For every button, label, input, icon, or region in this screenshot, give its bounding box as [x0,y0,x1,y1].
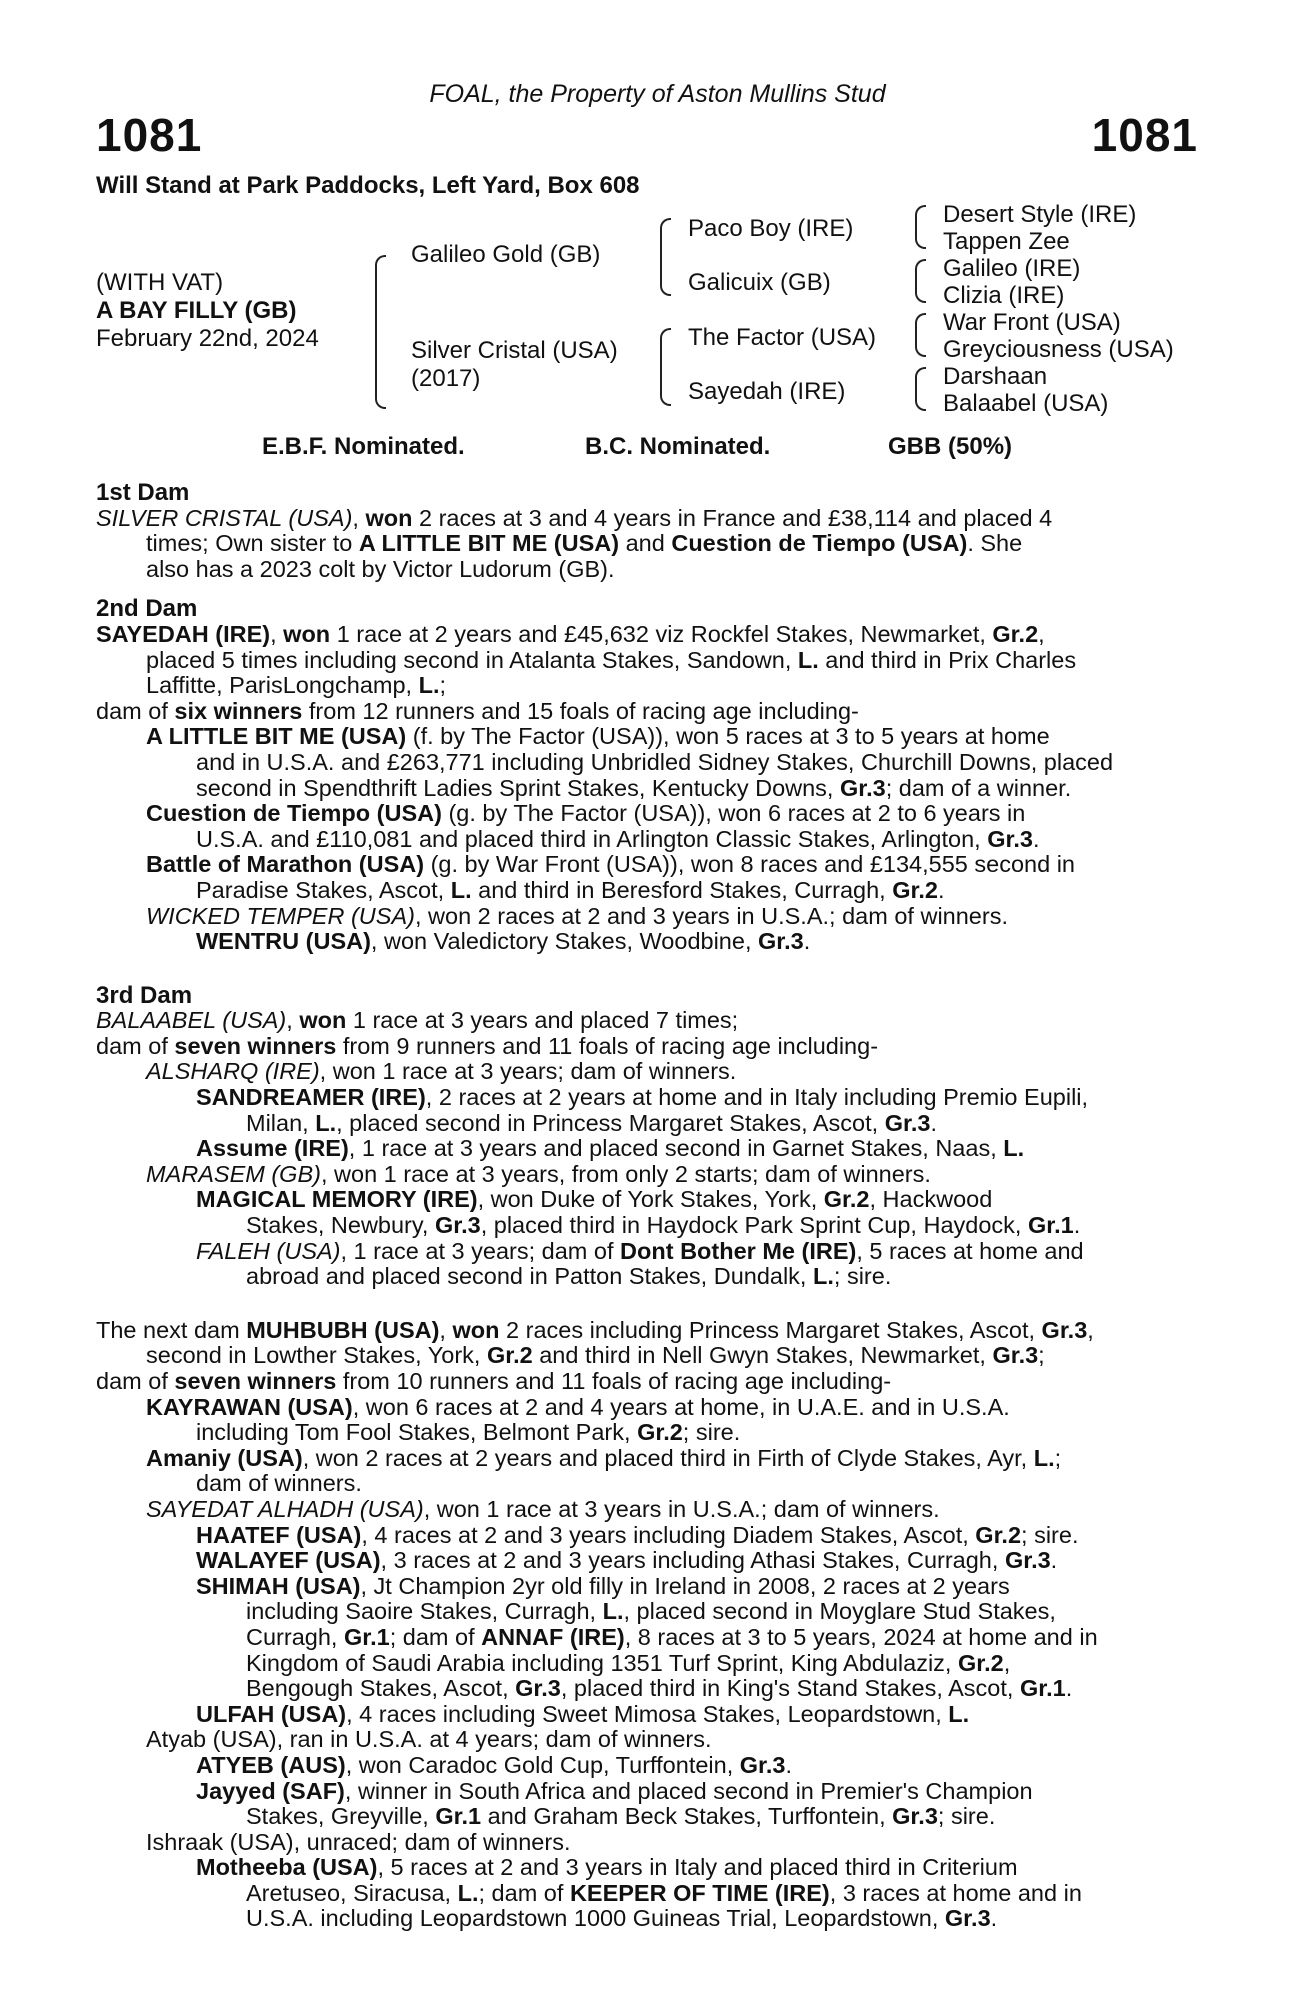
lot-number-left: 1081 [96,109,203,161]
text-line: and in U.S.A. and £263,771 including Unbridled Sidney Stakes, Churchill Downs, placed [196,749,1114,775]
text: . She [967,531,1023,557]
text-line [96,1059,1202,1085]
text: U.S.A. including Leopardstown 1000 Guineas Trial, Leopardstown, [246,1906,945,1932]
text-line [96,1855,1202,1881]
horse-name-italic: MARASEM (GB) [146,1161,321,1187]
horse-name-bold: Cuestion de Tiempo (USA) [671,531,968,557]
text: Aretuseo, Siracusa, [246,1880,458,1906]
ebf-nomination: E.B.F. Nominated. [262,433,465,460]
horse-name-bold: KAYRAWAN (USA) [146,1394,353,1420]
text-line [96,1497,1202,1523]
brace [915,205,926,249]
great-grandsire: Galileo (IRE) [943,255,1081,282]
text-line: The next dam MUHBUBH (USA), won 2 races including Princess Margaret Stakes, Ascot, Gr.3, [96,1317,1094,1343]
bold-text: seven winners [174,1369,337,1394]
text: ; sire. [1021,1522,1079,1548]
horse-name-italic: SAYEDAT ALHADH (USA) [146,1496,424,1522]
horse-name-italic: ALSHARQ (IRE) [146,1059,320,1085]
text-line: Paradise Stakes, Ascot, L. and third in Beresford Stakes, Curragh, Gr.2. [196,877,945,903]
text-line [96,1523,1202,1549]
grade: Gr.3 [944,1906,991,1932]
text: , placed second in Moyglare Stud Stakes, [623,1599,1056,1625]
text-line [96,1574,1202,1600]
text: from 10 runners and 11 foals of racing age including- [336,1369,892,1394]
dam-line-text [96,480,1202,1932]
spacer [96,1290,1202,1304]
foaling-date: February 22nd, 2024 [96,325,319,352]
text: (g. by War Front (USA)), won 8 races and £134,555 second in [424,852,1075,878]
text: , 2 races at 2 years at home and in Italy including Premio Eupili, [425,1085,1089,1111]
text: and third in Beresford Stakes, Curragh, [471,877,893,903]
grade: Gr.3 [1041,1317,1088,1343]
sire-dam: Galicuix (GB) [688,269,831,296]
horse-name-bold: HAATEF (USA) [196,1522,362,1548]
text: and [619,531,672,557]
grade: Gr.2 [992,621,1039,647]
text-line [96,1162,1202,1188]
text: , won 2 races at 2 and 3 years in U.S.A.; dam of winners. [414,903,1008,929]
sire: Galileo Gold (GB) [411,241,601,268]
brace [660,218,671,296]
text: , won 1 race at 3 years; dam of winners. [319,1059,737,1085]
text-line [96,1395,1202,1421]
text: dam of [96,1033,175,1059]
grade: Gr.3 [739,1752,786,1778]
grade: Gr.2 [637,1420,683,1446]
great-granddam: Clizia (IRE) [943,282,1065,309]
text-line [96,724,1202,750]
spacer [96,969,1202,983]
text: , 4 races including Sweet Mimosa Stakes, Leopardstown, [346,1701,949,1727]
text: , 3 races at home and in [829,1880,1082,1906]
text: Curragh, [246,1624,344,1650]
grade: Gr.3 [1004,1548,1051,1574]
text: , Hackwood [869,1187,993,1213]
grade: L. [813,1264,834,1290]
great-granddam: Greyciousness (USA) [943,336,1174,363]
horse-name-bold: ATYEB (AUS) [196,1752,346,1778]
grade: Gr.3 [758,929,804,955]
text: 2 races at 3 and 4 years in France and £38,114 and placed 4 [412,505,1053,531]
text: , 5 races at home and [856,1238,1084,1264]
horse-name-bold: SHIMAH (USA) [196,1573,361,1599]
text: , won 2 races at 2 years and placed third in Firth of Clyde Stakes, Ayr, [302,1445,1034,1471]
text: (f. by The Factor (USA)), won 5 races at 3 to 5 years at home [406,724,1050,750]
text: U.S.A. and £110,081 and placed third in Arlington Classic Stakes, Arlington, [196,826,988,852]
text: ; dam of [478,1880,570,1906]
grade: Gr.1 [435,1804,482,1830]
text-line: Milan, L., placed second in Princess Margaret Stakes, Ascot, Gr.3. [246,1110,937,1136]
text-line: Ishraak (USA), unraced; dam of winners. [146,1829,571,1855]
text: 1 race at 3 years and placed 7 times; [346,1008,739,1034]
grade: Gr.3 [884,1110,931,1136]
text-line: U.S.A. including Leopardstown 1000 Guineas Trial, Leopardstown, Gr.3. [246,1906,998,1932]
text: , won 1 race at 3 years, from only 2 starts; dam of winners. [320,1161,931,1187]
text: , 4 races at 2 and 3 years including Diadem Stakes, Ascot, [361,1522,976,1548]
text-line [96,1779,1202,1805]
grade: L. [457,1880,479,1906]
text: , 8 races at 3 to 5 years, 2024 at home and in [624,1624,1098,1650]
bold-text: seven winners [174,1033,337,1059]
great-grandsire: Darshaan [943,363,1048,390]
brace [915,367,926,411]
grade: L. [1003,1136,1025,1162]
text: Stakes, Newbury, [246,1213,435,1239]
horse-name-bold: Amaniy (USA) [146,1445,303,1471]
text: including Saoire Stakes, Curragh, [246,1599,603,1625]
dam-name: SILVER CRISTAL (USA) [96,505,353,531]
great-grandsire: Desert Style (IRE) [943,201,1137,228]
text: , won Valedictory Stakes, Woodbine, [370,929,759,955]
grade: L. [315,1110,337,1136]
text-line [96,1881,1202,1907]
text-line [96,1239,1202,1265]
dam-dam: Sayedah (IRE) [688,378,846,405]
bold-text: won [365,505,413,531]
text: and third in Nell Gwyn Stakes, Newmarket, [532,1343,993,1369]
grade: Gr.2 [486,1343,533,1369]
text: , placed third in Haydock Park Sprint Cup, Haydock, [480,1213,1028,1239]
text: , won Duke of York Stakes, York, [477,1187,824,1213]
brace [375,255,386,409]
vat-note: (WITH VAT) [96,269,224,296]
horse-name-bold: WALAYEF (USA) [196,1548,381,1574]
text: Laffitte, ParisLongchamp, [146,673,419,699]
text: abroad and placed second in Patton Stakes, Dundalk, [246,1264,813,1290]
text-line: Atyab (USA), ran in U.S.A. at 4 years; dam of winners. [146,1727,712,1753]
text: Paradise Stakes, Ascot, [196,877,451,903]
text: 2 races including Princess Margaret Stakes, Ascot, [499,1317,1042,1343]
text: times; Own sister to [146,531,359,557]
horse-name-bold: A LITTLE BIT ME (USA) [358,531,620,557]
text-line: U.S.A. and £110,081 and placed third in Arlington Classic Stakes, Arlington, Gr.3. [196,826,1040,852]
lot-number-right: 1081 [1091,109,1198,161]
text: , placed third in King's Stand Stakes, Ascot, [560,1676,1020,1702]
text-line: WALAYEF (USA), 3 races at 2 and 3 years including Athasi Stakes, Curragh, Gr.3. [196,1548,1058,1574]
text: , 1 race at 3 years; dam of [340,1238,621,1264]
text: , won 6 races at 2 and 4 years at home, in U.A.E. and in U.S.A. [352,1394,1010,1420]
great-granddam: Tappen Zee [943,228,1070,255]
text: and third in Prix Charles [818,647,1077,673]
text-line: Kingdom of Saudi Arabia including 1351 Turf Sprint, King Abdulaziz, Gr.2, [246,1650,1011,1676]
horse-name-bold: KEEPER OF TIME (IRE) [569,1880,830,1906]
grade: L. [418,673,440,699]
text: (g. by The Factor (USA)), won 6 races at 2 to 6 years in [441,801,1026,827]
spacer [96,582,1202,596]
text-line: dam of winners. [196,1471,362,1497]
grade: Gr.1 [1019,1676,1066,1702]
text: 1 race at 2 years and £45,632 viz Rockfel Stakes, Newmarket, [330,621,993,647]
text-line: Stakes, Newbury, Gr.3, placed third in Haydock Park Sprint Cup, Haydock, Gr.1. [246,1213,1081,1239]
dam-name: SAYEDAH (IRE) [96,621,271,647]
great-grandsire: War Front (USA) [943,309,1121,336]
text: from 9 runners and 11 foals of racing age including- [336,1033,879,1059]
text-line [96,1420,1202,1446]
horse-name-bold: Motheeba (USA) [196,1855,378,1881]
text-line: also has a 2023 colt by Victor Ludorum (GB). [146,556,615,582]
text-line [96,699,1202,725]
dam-sire: The Factor (USA) [688,324,877,351]
text: ; dam of a winner. [885,775,1072,801]
grade: Gr.3 [515,1676,561,1702]
text: ; sire. [682,1420,741,1446]
grade: L. [450,877,472,903]
text-line: Laffitte, ParisLongchamp, L.; [146,673,447,699]
text-line [96,1599,1202,1625]
text-line: SILVER CRISTAL (USA), won 2 races at 3 and 4 years in France and £38,114 and placed 4 [96,505,1053,531]
text-line: ATYEB (AUS), won Caradoc Gold Cup, Turffontein, Gr.3. [196,1752,793,1778]
horse-name-italic: WICKED TEMPER (USA) [146,903,415,929]
bc-nomination: B.C. Nominated. [585,433,771,460]
grade: Gr.2 [975,1522,1022,1548]
text: second in Spendthrift Ladies Sprint Stakes, Kentucky Downs, [196,775,840,801]
text: , Jt Champion 2yr old filly in Ireland in 2008, 2 races at 2 years [360,1573,1010,1599]
text: , won Caradoc Gold Cup, Turffontein, [345,1752,740,1778]
text: dam of [96,698,175,724]
text-line [96,648,1202,674]
text: Bengough Stakes, Ascot, [246,1676,516,1702]
grade: L. [1033,1445,1055,1471]
great-granddam: Balaabel (USA) [943,390,1109,417]
text: , 1 race at 3 years and placed second in Garnet Stakes, Naas, [348,1136,1004,1162]
text-line: Bengough Stakes, Ascot, Gr.3, placed third in King's Stand Stakes, Ascot, Gr.1. [246,1676,1073,1702]
text: , winner in South Africa and placed second in Premier's Champion [344,1778,1033,1804]
text-line: second in Lowther Stakes, York, Gr.2 and third in Nell Gwyn Stakes, Newmarket, Gr.3; [146,1343,1045,1369]
text-line: SAYEDAH (IRE), won 1 race at 2 years and £45,632 viz Rockfel Stakes, Newmarket, Gr.2, [96,621,1045,647]
dam-name: BALAABEL (USA) [96,1008,287,1034]
text-line [96,801,1202,827]
horse-name-bold: Cuestion de Tiempo (USA) [146,801,442,827]
text-line [96,1187,1202,1213]
text-line: WENTRU (USA), won Valedictory Stakes, Woodbine, Gr.3. [196,929,811,955]
text: , 5 races at 2 and 3 years in Italy and placed third in Criterium [377,1855,1018,1881]
stand-location: Will Stand at Park Paddocks, Left Yard, Box 608 [96,172,640,199]
grade: Gr.3 [892,1804,938,1830]
first-dam-heading: 1st Dam [96,480,190,506]
second-dam-heading: 2nd Dam [96,596,198,622]
consignor-subtitle: FOAL, the Property of Aston Mullins Stud [429,80,886,108]
spacer [96,1304,1202,1318]
brace [660,328,671,406]
text: placed 5 times including second in Atalanta Stakes, Sandown, [146,647,798,673]
text: Milan, [246,1110,316,1136]
horse-name-bold: Assume (IRE) [196,1136,349,1162]
text: , placed second in Princess Margaret Stakes, Ascot, [336,1110,885,1136]
text: second in Lowther Stakes, York, [146,1343,487,1369]
grade: Gr.2 [892,877,938,903]
text: ; dam of [389,1624,482,1650]
text-line [96,1264,1202,1290]
gbb-eligibility: GBB (50%) [888,433,1013,460]
text-line [96,1034,1202,1060]
text-line [96,1702,1202,1728]
text: The next dam [96,1317,247,1343]
grade: Gr.2 [823,1187,870,1213]
text: including Tom Fool Stakes, Belmont Park, [196,1420,638,1446]
grade: Gr.3 [840,775,886,801]
dam: Silver Cristal (USA) [411,337,618,364]
text: Kingdom of Saudi Arabia including 1351 Turf Sprint, King Abdulaziz, [246,1650,958,1676]
horse-name: A BAY FILLY (GB) [96,297,297,324]
horse-name-bold: Dont Bother Me (IRE) [620,1238,857,1264]
horse-name-bold: ANNAF (IRE) [481,1624,625,1650]
grade: Gr.3 [434,1213,481,1239]
bold-text: six winners [174,698,303,724]
grade: L. [602,1599,624,1625]
text: ; sire. [833,1264,892,1290]
grade: Gr.2 [957,1650,1004,1676]
dam-year: (2017) [411,365,481,392]
grade: Gr.1 [1027,1213,1074,1239]
text-line [96,1804,1202,1830]
text-line [96,1085,1202,1111]
grade: Gr.3 [992,1343,1039,1369]
text: , 3 races at 2 and 3 years including Athasi Stakes, Curragh, [380,1548,1005,1574]
brace [915,259,926,303]
horse-name-bold: SANDREAMER (IRE) [196,1085,426,1111]
horse-name-bold: ULFAH (USA) [196,1701,347,1727]
spacer [96,955,1202,969]
text-line [96,1136,1202,1162]
sire-sire: Paco Boy (IRE) [688,215,854,242]
brace [915,313,926,357]
horse-name-bold: WENTRU (USA) [196,929,371,955]
text-line: BALAABEL (USA), won 1 race at 3 years and placed 7 times; [96,1008,739,1034]
text: Stakes, Greyville, [246,1804,436,1830]
text: ; sire. [937,1804,996,1830]
text-line [96,531,1202,557]
text: dam of [96,1369,175,1394]
horse-name-italic: FALEH (USA) [196,1238,341,1264]
dam-name: MUHBUBH (USA) [246,1317,440,1343]
horse-name-bold: Battle of Marathon (USA) [146,852,425,878]
bold-text: won [452,1317,500,1343]
bold-text: won [283,621,331,647]
horse-name-bold: A LITTLE BIT ME (USA) [146,724,407,750]
text: from 12 runners and 15 foals of racing age including- [302,698,859,724]
grade: L. [948,1701,970,1727]
text: and Graham Beck Stakes, Turffontein, [481,1804,893,1830]
grade: Gr.1 [343,1624,390,1650]
horse-name-bold: MAGICAL MEMORY (IRE) [196,1187,478,1213]
text-line [96,852,1202,878]
text: , won 1 race at 3 years in U.S.A.; dam of winners. [423,1496,940,1522]
text-line [96,1625,1202,1651]
text-line [96,904,1202,930]
grade: L. [797,647,819,673]
third-dam-heading: 3rd Dam [96,982,193,1009]
grade: Gr.3 [987,826,1033,852]
text-line [96,1369,1202,1395]
horse-name-bold: Jayyed (SAF) [196,1778,345,1804]
text-line [96,776,1202,802]
text-line: Amaniy (USA), won 2 races at 2 years and placed third in Firth of Clyde Stakes, Ayr, L.; [146,1445,1062,1471]
bold-text: won [299,1008,347,1034]
